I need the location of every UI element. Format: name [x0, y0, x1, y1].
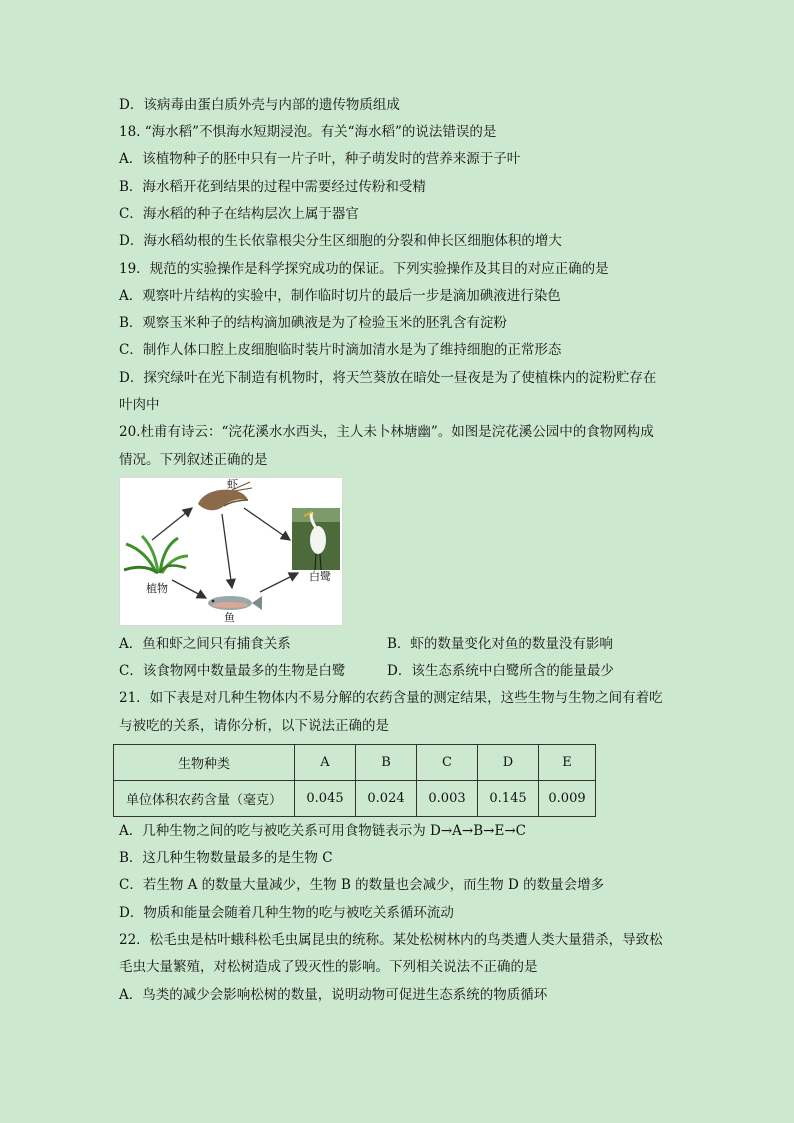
q20-option-b: B．虾的数量变化对鱼的数量没有影响 — [387, 636, 613, 652]
fish-icon — [208, 596, 262, 610]
text-line: A．观察叶片结构的实验中，制作临时切片的最后一步是滴加碘液进行染色 — [119, 288, 561, 304]
table-row — [114, 781, 596, 817]
text-line: 18. “海水稻”不惧海水短期浸泡。有关“海水稻”的说法错误的是 — [119, 124, 497, 140]
food-web-arrows — [152, 508, 298, 598]
text-line: D．海水稻幼根的生长依靠根尖分生区细胞的分裂和伸长区细胞体积的增大 — [119, 233, 562, 249]
table-header-cell: A — [295, 745, 356, 781]
table-cell: 0.009 — [539, 781, 596, 817]
table-cell: 0.024 — [356, 781, 417, 817]
table-cell: 0.145 — [478, 781, 539, 817]
text-line: B．海水稻开花到结果的过程中需要经过传粉和受精 — [119, 179, 426, 195]
q20-option-a: A．鱼和虾之间只有捕食关系 — [119, 636, 291, 652]
table-header-row — [114, 745, 596, 781]
egret-icon — [292, 508, 340, 570]
shrimp-label: 虾 — [227, 478, 238, 491]
text-line: D．探究绿叶在光下制造有机物时，将天竺葵放在暗处一昼夜是为了使植株内的淀粉贮存在 — [119, 370, 657, 386]
table-header-cell: C — [417, 745, 478, 781]
text-line: A．几种生物之间的吃与被吃关系可用食物链表示为 D→A→B→E→C — [119, 823, 526, 839]
text-line: D．物质和能量会随着几种生物的吃与被吃关系循环流动 — [119, 905, 454, 921]
q20-option-c: C．该食物网中数量最多的生物是白鹭 — [119, 663, 346, 679]
table-cell: 0.003 — [417, 781, 478, 817]
shrimp-icon — [198, 482, 252, 510]
table-cell: 0.045 — [295, 781, 356, 817]
food-web-drawing — [120, 478, 342, 625]
text-line: 21．如下表是对几种生物体内不易分解的农药含量的测定结果，这些生物与生物之间有着吃 — [119, 690, 663, 706]
text-line: C．制作人体口腔上皮细胞临时装片时滴加清水是为了维持细胞的正常形态 — [119, 342, 562, 358]
text-line: 叶肉中 — [119, 397, 160, 413]
table-header-cell: E — [539, 745, 596, 781]
plant-icon — [124, 536, 188, 573]
fish-label: 鱼 — [224, 611, 235, 624]
text-line: 19．规范的实验操作是科学探究成功的保证。下列实验操作及其目的对应正确的是 — [119, 261, 609, 277]
table-row-label: 单位体积农药含量（毫克） — [114, 781, 295, 817]
food-web-figure — [119, 477, 343, 626]
text-line: C．若生物 A 的数量大量减少，生物 B 的数量也会减少，而生物 D 的数量会增多 — [119, 877, 605, 893]
text-line: B．观察玉米种子的结构滴加碘液是为了检验玉米的胚乳含有淀粉 — [119, 315, 507, 331]
pesticide-table — [113, 744, 596, 817]
text-line: 毛虫大量繁殖，对松树造成了毁灭性的影响。下列相关说法不正确的是 — [119, 959, 538, 975]
text-line: C．海水稻的种子在结构层次上属于器官 — [119, 206, 359, 222]
q20-option-d: D．该生态系统中白鹭所含的能量最少 — [387, 663, 614, 679]
text-line: A．鸟类的减少会影响松树的数量，说明动物可促进生态系统的物质循环 — [119, 987, 548, 1003]
table-header-cell: B — [356, 745, 417, 781]
text-line: A．该植物种子的胚中只有一片子叶，种子萌发时的营养来源于子叶 — [119, 151, 521, 167]
table-header-label: 生物种类 — [114, 745, 295, 781]
plant-label: 植物 — [146, 582, 168, 595]
text-line: 22．松毛虫是枯叶蛾科松毛虫属昆虫的统称。某处松树林内的鸟类遭人类大量猎杀，导致松 — [119, 932, 663, 948]
text-line: 与被吃的关系，请你分析，以下说法正确的是 — [119, 718, 389, 734]
text-line: 20.杜甫有诗云：“浣花溪水水西头，主人未卜林塘幽”。如图是浣花溪公园中的食物网构成 — [119, 424, 654, 440]
table-header-cell: D — [478, 745, 539, 781]
text-line: D．该病毒由蛋白质外壳与内部的遗传物质组成 — [119, 97, 400, 113]
egret-label: 白鹭 — [309, 570, 331, 583]
text-line: B．这几种生物数量最多的是生物 C — [119, 850, 333, 866]
text-line: 情况。下列叙述正确的是 — [119, 452, 268, 468]
